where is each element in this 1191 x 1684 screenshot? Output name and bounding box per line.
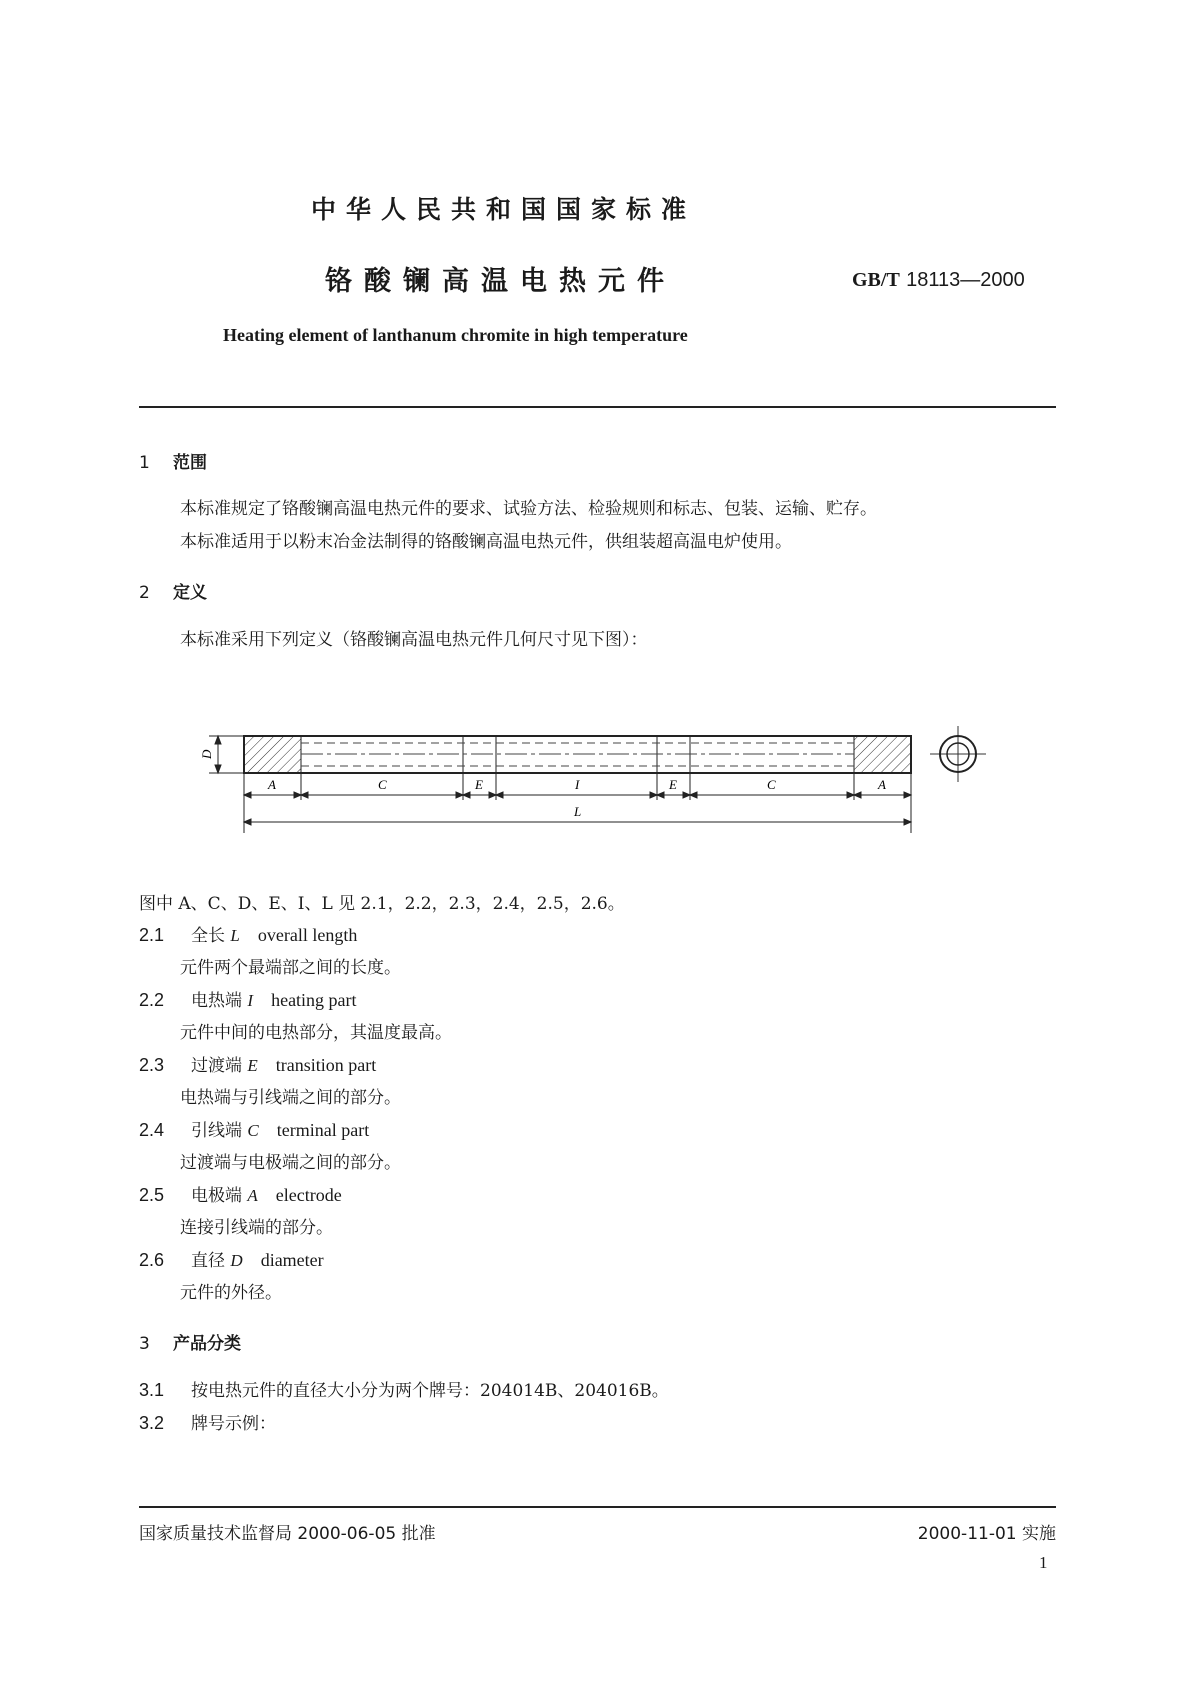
definition-term: 电热端 (191, 991, 242, 1011)
standard-number: 18113—2000 (906, 269, 1025, 291)
cross-section-view (930, 726, 986, 782)
label-a-right: A (878, 777, 886, 792)
clause-3-2 (139, 1409, 276, 1434)
definition-2-5 (139, 1181, 342, 1206)
definition-description: 元件中间的电热部分，其温度最高。 (180, 1023, 452, 1043)
definition-2-6 (139, 1246, 324, 1271)
clause-number: 3.2 (139, 1413, 165, 1433)
definition-description: 过渡端与电极端之间的部分。 (180, 1153, 401, 1173)
implementation-date: 2000-11-01 实施 (917, 1524, 1056, 1544)
approval-note: 国家质量技术监督局 2000-06-05 批准 (139, 1524, 436, 1544)
clause-text: 按电热元件的直径大小分为两个牌号：204014B、204016B。 (191, 1381, 669, 1401)
section-3-title: 产品分类 (173, 1334, 241, 1354)
label-e-left: E (475, 777, 483, 792)
clause-number: 3.1 (139, 1380, 165, 1400)
definition-english: electrode (275, 1185, 342, 1205)
definition-description: 连接引线端的部分。 (180, 1218, 333, 1238)
national-standard-heading: 中华人民共和国国家标准 (311, 195, 697, 224)
definition-term: 电极端 (191, 1186, 242, 1206)
section-3-heading (139, 1329, 241, 1354)
label-c-right: C (767, 777, 776, 792)
definition-symbol: A (247, 1186, 258, 1205)
definition-symbol: C (247, 1121, 259, 1140)
definition-symbol: L (230, 926, 240, 945)
definition-english: diameter (260, 1250, 324, 1270)
section-1-number: 1 (139, 453, 150, 473)
definition-2-1 (139, 921, 357, 946)
label-d: D (199, 749, 214, 759)
definition-symbol: D (230, 1251, 243, 1270)
section-2-heading (139, 578, 207, 603)
clause-text: 牌号示例： (191, 1414, 276, 1434)
definition-english: transition part (275, 1055, 377, 1075)
section-1-heading (139, 448, 207, 473)
electrode-right-hatch (854, 737, 910, 772)
figure-note: 图中 A、C、D、E、I、L 见 2.1，2.2，2.3，2.4，2.5，2.6。 (139, 894, 625, 914)
definition-symbol: E (247, 1056, 258, 1075)
overall-length-dimension (244, 819, 911, 825)
section-2-intro: 本标准采用下列定义（铬酸镧高温电热元件几何尺寸见下图）： (180, 630, 648, 650)
header-divider (139, 406, 1056, 408)
definition-term: 直径 (191, 1251, 225, 1271)
definition-term: 过渡端 (191, 1056, 242, 1076)
segment-dimension-line (244, 792, 911, 798)
english-title: Heating element of lanthanum chromite in high temperature (223, 325, 688, 345)
definition-symbol: I (247, 991, 254, 1010)
definition-2-2 (139, 986, 357, 1011)
definition-english: heating part (271, 990, 357, 1010)
section-2-number: 2 (139, 583, 150, 603)
element-dimension-figure (190, 720, 1010, 840)
definition-english: overall length (257, 925, 358, 945)
clause-3-1 (139, 1376, 669, 1401)
definition-number: 2.5 (139, 1185, 165, 1205)
definition-2-4 (139, 1116, 369, 1141)
label-i: I (575, 777, 580, 792)
label-c-left: C (378, 777, 387, 792)
standard-prefix: GB/T (852, 269, 900, 291)
section-1-title: 范围 (173, 453, 207, 473)
definition-number: 2.1 (139, 925, 165, 945)
definition-number: 2.2 (139, 990, 165, 1010)
section-1-paragraph-2: 本标准适用于以粉末冶金法制得的铬酸镧高温电热元件，供组装超高温电炉使用。 (180, 532, 792, 552)
label-l: L (574, 804, 582, 819)
definition-number: 2.6 (139, 1250, 165, 1270)
definition-description: 元件两个最端部之间的长度。 (180, 958, 401, 978)
diameter-dimension (209, 736, 244, 773)
definition-term: 全长 (191, 926, 225, 946)
page-number: 1 (1039, 1553, 1048, 1572)
section-2-title: 定义 (173, 583, 207, 603)
standard-code (852, 267, 1025, 292)
definition-description: 电热端与引线端之间的部分。 (180, 1088, 401, 1108)
definition-number: 2.4 (139, 1120, 165, 1140)
document-title: 铬酸镧高温电热元件 (325, 266, 676, 297)
section-1-paragraph-1: 本标准规定了铬酸镧高温电热元件的要求、试验方法、检验规则和标志、包装、运输、贮存。 (180, 499, 877, 519)
definition-description: 元件的外径。 (180, 1283, 282, 1303)
definition-english: terminal part (276, 1120, 370, 1140)
label-a-left: A (268, 777, 276, 792)
definition-2-3 (139, 1051, 376, 1076)
footer-divider (139, 1506, 1056, 1508)
label-e-right: E (669, 777, 677, 792)
definition-number: 2.3 (139, 1055, 165, 1075)
electrode-left-hatch (245, 737, 301, 772)
section-3-number: 3 (139, 1334, 150, 1354)
definition-term: 引线端 (191, 1121, 242, 1141)
